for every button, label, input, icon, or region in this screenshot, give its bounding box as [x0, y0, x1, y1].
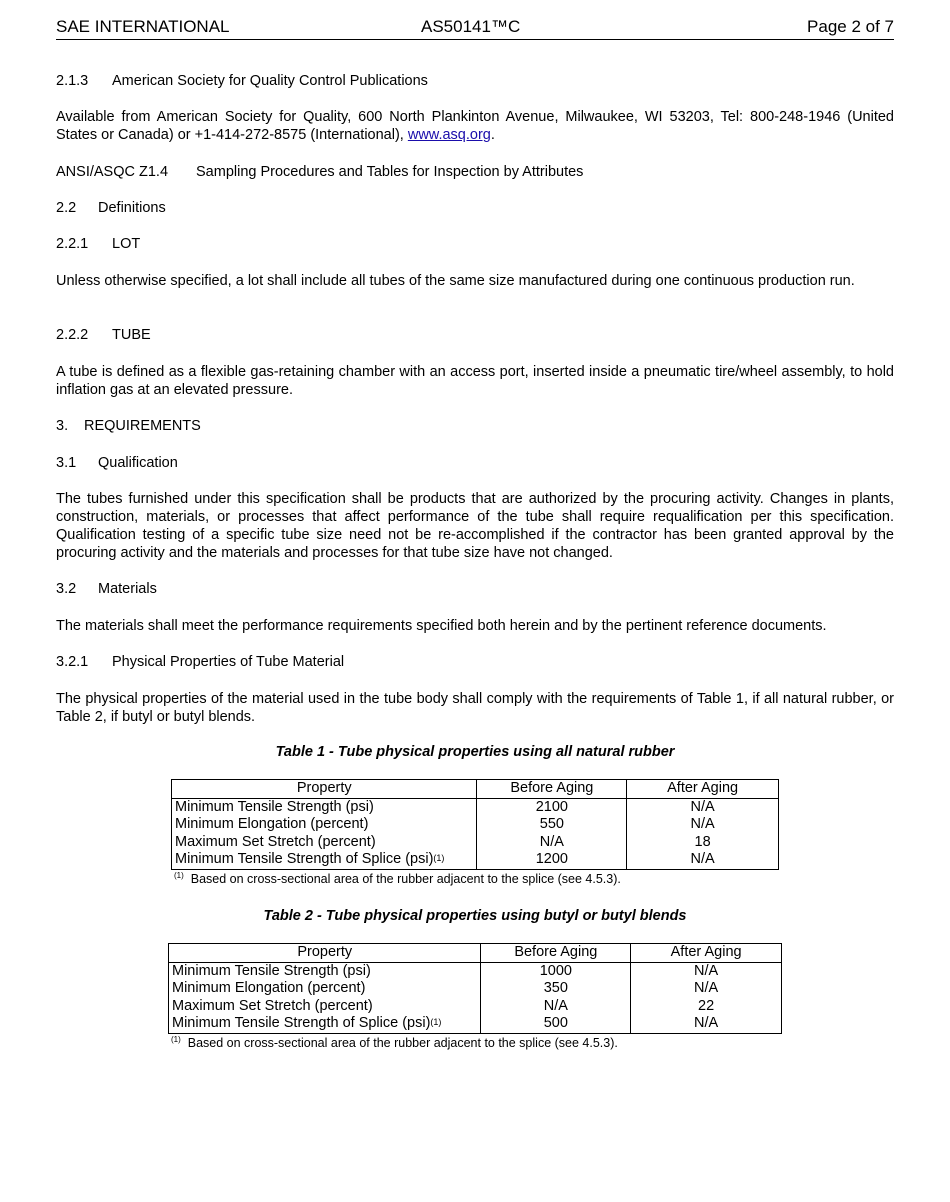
section-title: REQUIREMENTS — [84, 418, 201, 434]
column-header: Property — [169, 944, 481, 963]
table-row — [172, 798, 779, 816]
section-number: 2.2.2 — [56, 327, 89, 343]
table-row — [169, 1015, 782, 1033]
property-cell: Minimum Elongation (percent) — [169, 980, 481, 998]
section-2-1-3-heading — [56, 72, 428, 90]
property-text: Minimum Tensile Strength of Splice (psi) — [172, 1015, 431, 1032]
section-title: LOT — [112, 236, 141, 252]
before-aging-cell: N/A — [477, 834, 627, 852]
table1-footnote — [174, 872, 621, 886]
section-title: American Society for Quality Control Publications — [112, 73, 428, 89]
section-number: 2.2.1 — [56, 236, 89, 252]
page-header — [56, 17, 894, 40]
section-title: Qualification — [98, 455, 178, 471]
after-aging-cell: N/A — [631, 980, 782, 998]
section-number: 3.1 — [56, 455, 77, 471]
after-aging-cell: N/A — [631, 962, 782, 980]
table2-footnote — [171, 1036, 618, 1050]
section-2-2-1-heading — [56, 235, 140, 253]
section-title: Definitions — [98, 200, 166, 216]
section-title: Physical Properties of Tube Material — [112, 654, 345, 670]
after-aging-cell: N/A — [627, 816, 779, 834]
after-aging-cell: N/A — [627, 851, 779, 869]
section-number: 3. — [56, 418, 69, 434]
after-aging-cell: 22 — [631, 998, 782, 1016]
section-title: Materials — [98, 581, 157, 597]
table1 — [171, 779, 779, 870]
before-aging-cell: 550 — [477, 816, 627, 834]
footnote-text: Based on cross-sectional area of the rubber adjacent to the splice (see 4.5.3). — [187, 1036, 618, 1050]
before-aging-cell: 1000 — [481, 962, 631, 980]
table2-caption: Table 2 - Tube physical properties using butyl or butyl blends — [263, 908, 687, 924]
section-2-1-3-text: Available from American Society for Quality, 600 North Plankinton Avenue, Milwaukee, WI 53203, Tel: 800-248-1946 (United States or Canada) or +1-414-272-8575 (International), www.asq.org. — [56, 109, 894, 143]
property-cell — [169, 1015, 481, 1033]
paragraph-text: Available from American Society for Quality, 600 North Plankinton Avenue, Milwaukee, WI 53203, Tel: 800-248-1946 (United States or Canada) or +1-414-272-8575 (International), — [56, 109, 894, 143]
header-doc-number: AS50141™C — [421, 17, 521, 36]
section-2-2-2-heading — [56, 326, 151, 344]
before-aging-cell: 2100 — [477, 798, 627, 816]
section-number: 3.2.1 — [56, 654, 89, 670]
property-cell: Maximum Set Stretch (percent) — [169, 998, 481, 1016]
column-header: Property — [172, 780, 477, 799]
footnote-mark: (1) — [174, 871, 184, 880]
section-2-2-2-text: A tube is defined as a flexible gas-retaining chamber with an access port, inserted inside a pneumatic tire/wheel assembly, to hold inflation gas at an elevated pressure. — [56, 364, 894, 398]
table-header-row — [169, 944, 782, 963]
reference-title: Sampling Procedures and Tables for Inspection by Attributes — [196, 164, 584, 180]
footnote-ref: (1) — [430, 1017, 442, 1028]
after-aging-cell: 18 — [627, 834, 779, 852]
property-text: Minimum Tensile Strength of Splice (psi) — [175, 851, 434, 868]
property-cell: Minimum Tensile Strength (psi) — [169, 962, 481, 980]
section-title: TUBE — [112, 327, 151, 343]
section-3-1-heading — [56, 454, 178, 472]
section-3-2-heading — [56, 580, 157, 598]
property-cell: Maximum Set Stretch (percent) — [172, 834, 477, 852]
table-row — [169, 962, 782, 980]
section-3-2-text: The materials shall meet the performance requirements specified both herein and by the pertinent reference documents. — [56, 618, 827, 634]
property-cell — [172, 851, 477, 869]
table-row — [172, 851, 779, 869]
ansi-reference — [56, 163, 583, 181]
section-3-heading — [56, 417, 201, 435]
footnote-ref: (1) — [433, 853, 445, 864]
column-header: Before Aging — [477, 780, 627, 799]
table-header-row — [172, 780, 779, 799]
section-number: 3.2 — [56, 581, 77, 597]
table1-caption: Table 1 - Tube physical properties using all natural rubber — [275, 744, 675, 760]
reference-code: ANSI/ASQC Z1.4 — [56, 164, 169, 180]
table-row — [172, 834, 779, 852]
section-2-2-heading — [56, 199, 166, 217]
section-2-2-1-text: Unless otherwise specified, a lot shall include all tubes of the same size manufactured during one continuous production run. — [56, 273, 855, 289]
table-row — [169, 980, 782, 998]
section-3-2-1-text: The physical properties of the material used in the tube body shall comply with the requirements of Table 1, if all natural rubber, or Table 2, if butyl or butyl blends. — [56, 691, 894, 725]
before-aging-cell: N/A — [481, 998, 631, 1016]
header-page-number: Page 2 of 7 — [807, 17, 894, 36]
footnote-mark: (1) — [171, 1035, 181, 1044]
before-aging-cell: 1200 — [477, 851, 627, 869]
property-cell: Minimum Elongation (percent) — [172, 816, 477, 834]
asq-link[interactable]: www.asq.org — [407, 127, 491, 143]
before-aging-cell: 350 — [481, 980, 631, 998]
table-row — [169, 998, 782, 1016]
after-aging-cell: N/A — [631, 1015, 782, 1033]
column-header: After Aging — [627, 780, 779, 799]
column-header: Before Aging — [481, 944, 631, 963]
header-org: SAE INTERNATIONAL — [56, 17, 230, 36]
before-aging-cell: 500 — [481, 1015, 631, 1033]
property-cell: Minimum Tensile Strength (psi) — [172, 798, 477, 816]
table-row — [172, 816, 779, 834]
section-number: 2.1.3 — [56, 73, 89, 89]
table2 — [168, 943, 782, 1034]
section-3-1-text: The tubes furnished under this specification shall be products that are authorized by the procuring activity. Changes in plants, construction, materials, or processes that affect performance of the tube shall require requalification per this specification. Qualification testing of a specific tube size need not be re-accomplished if the contractor has been granted approval by the procuring activity and the materials and processes for that tube size have not changed. — [56, 491, 894, 561]
footnote-text: Based on cross-sectional area of the rubber adjacent to the splice (see 4.5.3). — [190, 872, 621, 886]
section-3-2-1-heading — [56, 653, 344, 671]
column-header: After Aging — [631, 944, 782, 963]
after-aging-cell: N/A — [627, 798, 779, 816]
section-number: 2.2 — [56, 200, 77, 216]
